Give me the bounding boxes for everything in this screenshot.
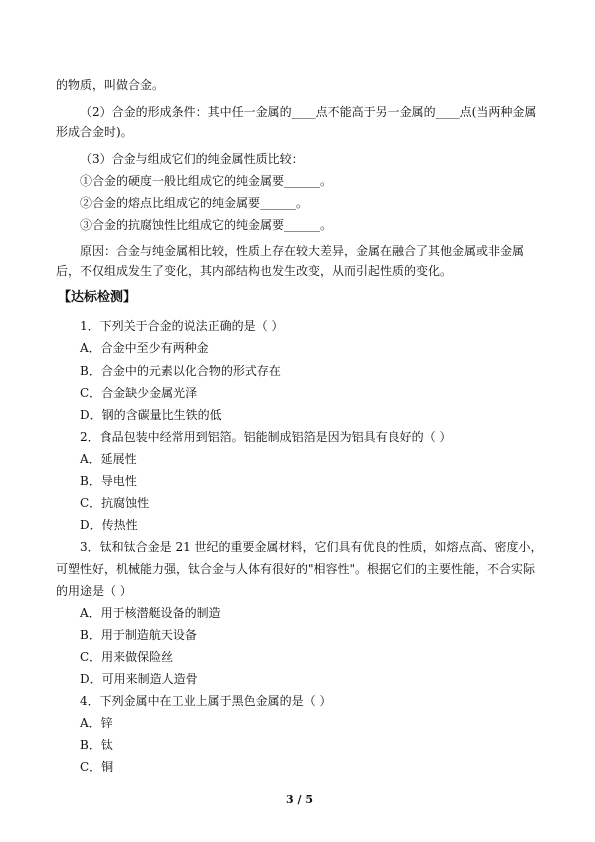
intro-line-2: （2）合金的形成条件：其中任一金属的____点不能高于另一金属的____点(当两种金属: [80, 105, 537, 119]
question-3-stem-line-3: 的用途是（ ）: [56, 584, 132, 598]
question-3-stem-line-2: 可塑性好，机械能力强，钛合金与人体有很好的"相容性"。根据它们的主要性能，不合实际: [56, 562, 536, 576]
question-1-stem: 1．下列关于合金的说法正确的是（ ）: [80, 319, 284, 333]
question-4-option-a: A．锌: [80, 716, 113, 730]
intro-line-8: 原因：合金与纯金属相比较，性质上存在较大差异，金属在融合了其他金属或非金属: [80, 244, 525, 258]
question-4-option-b: B．钛: [80, 738, 113, 752]
question-2-option-b: B．导电性: [80, 474, 137, 488]
question-1-option-b: B．合金中的元素以化合物的形式存在: [80, 364, 281, 378]
question-1-option-a: A．合金中至少有两种金: [80, 341, 209, 355]
question-3-option-b: B．用于制造航天设备: [80, 628, 197, 642]
intro-line-9: 后，不仅组成发生了变化，其内部结构也发生改变，从而引起性质的变化。: [56, 264, 453, 278]
question-1-option-d: D．钢的含碳量比生铁的低: [80, 408, 222, 422]
section-title: 【达标检测】: [58, 290, 137, 305]
intro-line-1: 的物质，叫做合金。: [56, 78, 165, 92]
question-3-option-d: D．可用来制造人造骨: [80, 672, 198, 686]
question-2-option-a: A．延展性: [80, 452, 137, 466]
intro-line-3: 形成合金时)。: [56, 125, 133, 139]
intro-line-4: （3）合金与组成它们的纯金属性质比较：: [80, 152, 304, 166]
question-3-option-c: C．用来做保险丝: [80, 650, 174, 664]
question-3-option-a: A．用于核潜艇设备的制造: [80, 606, 221, 620]
question-2-option-c: C．抗腐蚀性: [80, 496, 150, 510]
intro-line-5: ①合金的硬度一般比组成它的纯金属要______。: [80, 174, 333, 188]
intro-line-6: ②合金的熔点比组成它的纯金属要______。: [80, 196, 309, 210]
question-4-stem: 4．下列金属中在工业上属于黑色金属的是（ ）: [80, 694, 332, 708]
question-1-option-c: C．合金缺少金属光泽: [80, 386, 198, 400]
question-3-stem-line-1: 3．钛和钛合金是 21 世纪的重要金属材料，它们具有优良的性质，如熔点高、密度小，: [80, 540, 543, 554]
page-number: 3 / 5: [286, 793, 313, 806]
question-4-option-c: C．铜: [80, 760, 114, 774]
question-2-option-d: D．传热性: [80, 518, 138, 532]
question-2-stem: 2．食品包装中经常用到铝箔。铝能制成铝箔是因为铝具有良好的（ ）: [80, 430, 452, 444]
intro-line-7: ③合金的抗腐蚀性比组成它的纯金属要______。: [80, 218, 333, 232]
